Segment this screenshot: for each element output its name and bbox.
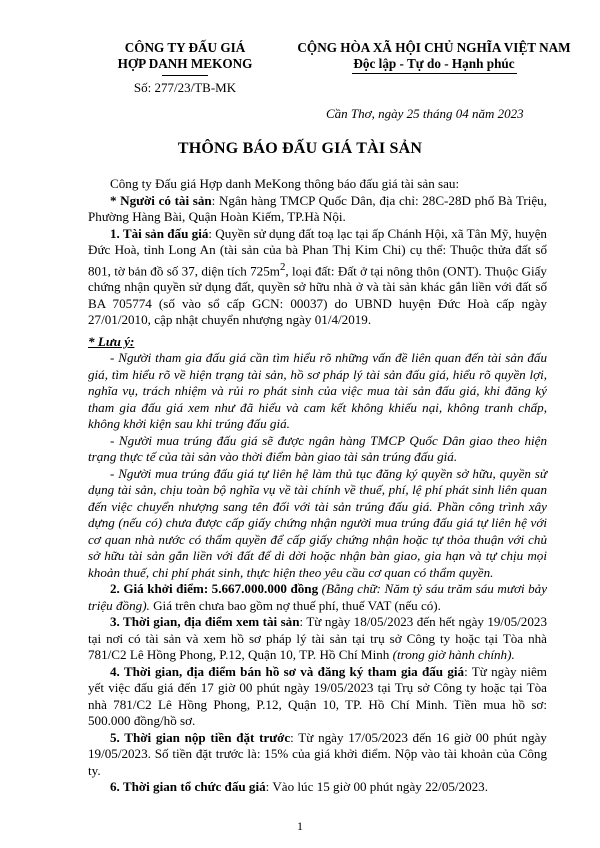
section-1-superscript: 2 (279, 260, 286, 273)
note-label: * Lưu ý: (88, 333, 135, 349)
note-item-1: - Người tham gia đấu giá cần tìm hiểu rõ những vấn đề liên quan đến tài sản đấu giá, tìm hiểu rõ về hiện trạng tài sản, hồ sơ pháp lý tài sản đấu giá, hiểu rõ quyền lợi, nghĩa vụ, trách nhiệm và rủi ro phát sinh của việc mua tài sản đấu giá, khi đăng ký tham gia đấu giá xem như đã hiểu và cam kết không khiếu nại, không tranh chấp, không khởi kiện sau khi trúng đấu giá. (88, 350, 547, 432)
national-motto: Độc lập - Tự do - Hạnh phúc (353, 56, 515, 71)
section-3-italic: (trong giờ hành chính). (389, 647, 515, 663)
section-3-label: 3. Thời gian, địa điểm xem tài sản (110, 614, 300, 630)
owner-label: * Người có tài sản (110, 192, 212, 208)
document-body (88, 176, 547, 796)
section-1-paragraph (88, 226, 547, 329)
note-item-3: - Người mua trúng đấu giá tự liên hệ làm thủ tục đăng ký quyền sở hữu, quyền sử dụng tài sản, chịu toàn bộ nghĩa vụ về tài chính về thuế, phí, lệ phí phát sinh liên quan đến việc chuyển nhượng sang tên đối với tài sản trúng đấu giá. Phần công trình xây dựng (nếu có) chưa được cấp giấy chứng nhận người mua trúng đấu giá tự liên hệ với cơ quan nhà nước có thẩm quyền để cấp giấy chứng nhận hoặc tự thỏa thuận với chủ sở hữu tài sản gắn liền với đất để di dời hoặc nhận bàn giao, gia hạn và tự chịu mọi khoản thuế, chi phí phát sinh, thực hiện theo yêu cầu cơ quan có thẩm quyền. (88, 465, 547, 580)
company-underline (162, 75, 208, 76)
page-number: 1 (297, 819, 303, 833)
document-number: Số: 277/23/TB-MK (133, 80, 237, 95)
section-5-text: : Từ ngày 17/05/2023 đến 16 giờ 00 phút ngày 19/05/2023. Số tiền đặt trước là: 15% của giá khởi điểm. Nộp vào tài khoản của Công ty. (88, 729, 547, 778)
section-4-paragraph (88, 664, 547, 730)
motto-underline (352, 73, 517, 74)
document-title: THÔNG BÁO ĐẤU GIÁ TÀI SẢN (177, 140, 423, 157)
section-1-label: 1. Tài sản đấu giá (110, 225, 209, 241)
owner-paragraph (88, 193, 547, 226)
starting-price-words: (Bằng chữ: Năm tỷ sáu trăm sáu mươi bảy triệu đồng). (88, 581, 547, 613)
document-date: Cần Thơ, ngày 25 tháng 04 năm 2023 (326, 106, 524, 121)
company-name-line1: CÔNG TY ĐẤU GIÁ (124, 40, 246, 55)
note-heading (88, 334, 547, 351)
section-1-text-b: , loại đất: Đất ở tại nông thôn (ONT). Thuộc Giấy chứng nhận quyền sử dụng đất, quyền sở hữu nhà ở và tài sản khác gắn liền với đất số BA 705774 (số vào sổ cấp GCN: 00037) do UBND huyện Đức Hoà cấp ngày 27/01/2010, cập nhật chuyển nhượng ngày 01/4/2019. (88, 262, 547, 328)
section-2-label: 2. Giá khởi điểm (110, 581, 204, 597)
section-2-paragraph (88, 581, 547, 614)
section-3-text: : Từ ngày 18/05/2023 đến hết ngày 19/05/2023 tại nơi có tài sản và xem hồ sơ pháp lý tài sản tại trụ sở Công ty hoặc tại Tòa nhà 781/C2 Lê Hồng Phong, P.12, Quận 10, TP. Hồ Chí Minh (88, 614, 547, 663)
section-6-label: 6. Thời gian tổ chức đấu giá (110, 779, 266, 795)
section-6-paragraph (88, 779, 547, 796)
company-name-line2: HỢP DANH MEKONG (117, 56, 253, 71)
section-1-text-a: : Quyền sử dụng đất toạ lạc tại ấp Chánh Hội, xã Tân Mỹ, huyện Đức Hoà, tỉnh Long An (tài sản của bà Phan Thị Kim Chi) cụ thể: Thuộc thửa đất số 801, tờ bản đồ số 37, diện tích 725m (88, 225, 547, 278)
company-header (90, 40, 280, 96)
section-4-label: 4. Thời gian, địa điểm bán hồ sơ và đăng ký tham gia đấu giá (110, 663, 465, 679)
section-5-label: 5. Thời gian nộp tiền đặt trước (110, 729, 291, 745)
note-item-2: - Người mua trúng đấu giá sẽ được ngân hàng TMCP Quốc Dân giao theo hiện trạng thực tế của tài sản vào thời điểm bàn giao tài sản trúng đấu giá. (88, 432, 547, 465)
national-header (284, 40, 584, 74)
section-2-text: Giá trên chưa bao gồm nợ thuế phí, thuế VAT (nếu có). (149, 597, 441, 613)
country-name: CỘNG HÒA XÃ HỘI CHỦ NGHĨA VIỆT NAM (297, 40, 571, 55)
section-6-text: : Vào lúc 15 giờ 00 phút ngày 22/05/2023. (265, 779, 489, 795)
intro-paragraph: Công ty Đấu giá Hợp danh MeKong thông báo đấu giá tài sản sau: (110, 176, 460, 191)
starting-price: : 5.667.000.000 đồng (203, 581, 319, 597)
section-3-paragraph (88, 614, 547, 664)
section-4-text: : Từ ngày niêm yết việc đấu giá đến 17 giờ 00 phút ngày 19/05/2023 tại Trụ sở Công ty hoặc tại Tòa nhà 781/C2 Lê Hồng Phong, P.12, Quận 10, TP. Hồ Chí Minh. Tiền mua hồ sơ: 500.000 đồng/hồ sơ. (88, 663, 547, 729)
section-5-paragraph (88, 730, 547, 780)
owner-text: : Ngân hàng TMCP Quốc Dân, địa chỉ: 28C-28D phố Bà Triệu, Phường Hàng Bài, Quận Hoàn Kiếm, TP.Hà Nội. (88, 192, 547, 224)
